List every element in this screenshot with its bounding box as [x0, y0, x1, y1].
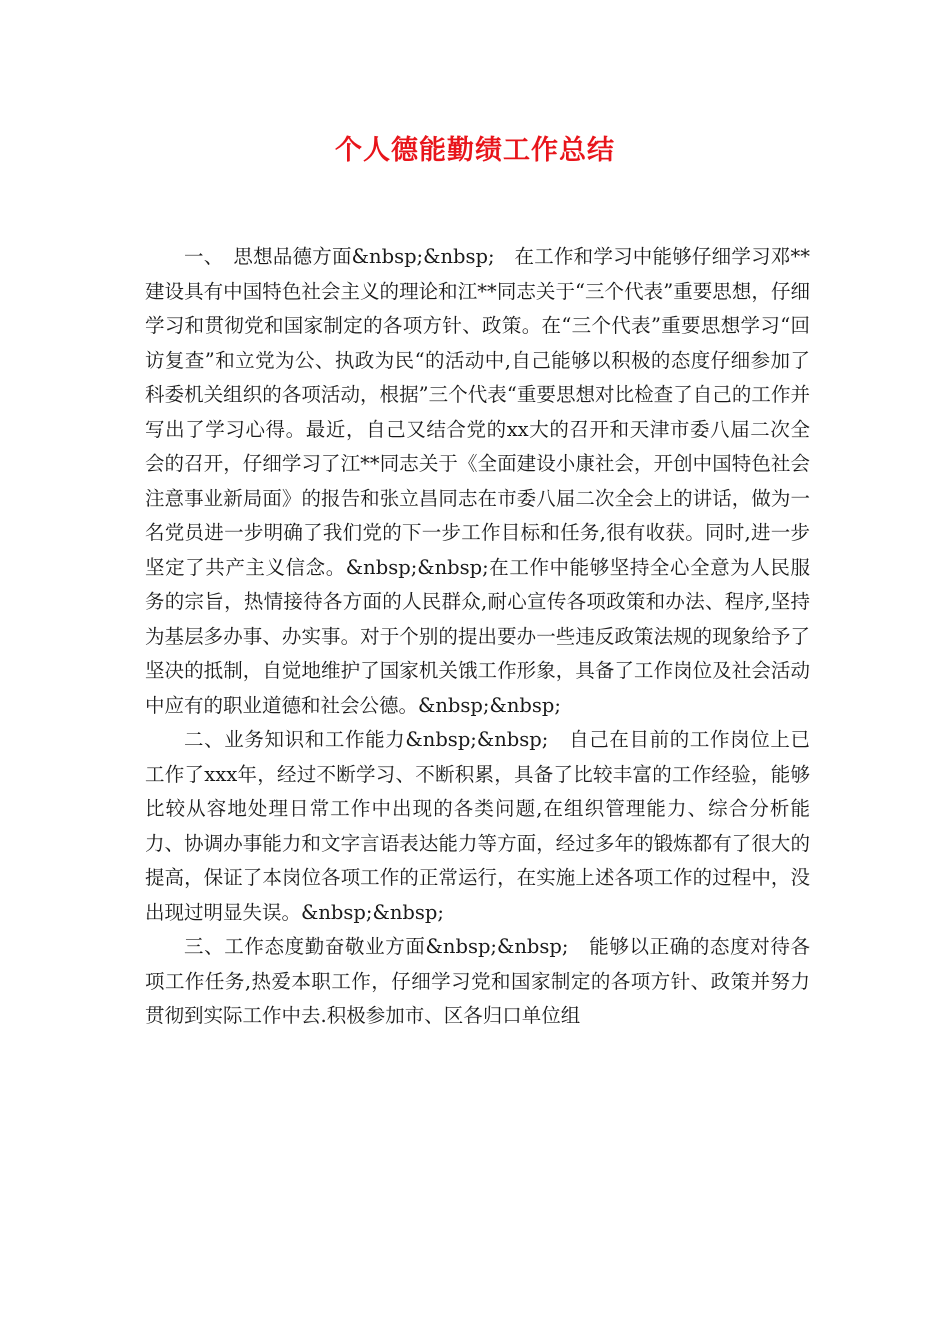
document-body [145, 240, 810, 1034]
paragraph-attitude: 三、工作态度勤奋敬业方面&nbsp;&nbsp; 能够以正确的态度对待各项工作任务,热爱本职工作，仔细学习党和国家制定的各项方针、政策并努力贯彻到实际工作中去.积极参加市、区各归口单位组 [145, 935, 810, 1027]
document-title: 个人德能勤绩工作总结 [335, 135, 615, 166]
paragraph-ability: 二、业务知识和工作能力&nbsp;&nbsp; 自己在目前的工作岗位上已工作了xxx年，经过不断学习、不断积累，具备了比较丰富的工作经验，能够比较从容地处理日常工作中出现的各类问题,在组织管理能力、综合分析能力、协调办事能力和文字言语表达能力等方面，经过多年的锻炼都有了很大的提高，保证了本岗位各项工作的正常运行，在实施上述各项工作的过程中，没出现过明显失误。&nbsp;&nbsp; [145, 728, 810, 924]
paragraph-ideology: 一、 思想品德方面&nbsp;&nbsp; 在工作和学习中能够仔细学习邓**建设具有中国特色社会主义的理论和江**同志关于“三个代表”重要思想，仔细学习和贯彻党和国家制定的各项方针、政策。在“三个代表”重要思想学习“回访复查”和立党为公、执政为民“的活动中,自己能够以积极的态度仔细参加了科委机关组织的各项活动，根据”三个代表“重要思想对比检查了自己的工作并写出了学习心得。最近，自己又结合党的xx大的召开和天津市委八届二次全会的召开，仔细学习了江**同志关于《全面建设小康社会，开创中国特色社会注意事业新局面》的报告和张立昌同志在市委八届二次全会上的讲话，做为一名党员进一步明确了我们党的下一步工作目标和任务,很有收获。同时,进一步坚定了共产主义信念。&nbsp;&nbsp;在工作中能够坚持全心全意为人民服务的宗旨，热情接待各方面的人民群众,耐心宣传各项政策和办法、程序,坚持为基层多办事、办实事。对于个别的提出要办一些违反政策法规的现象给予了坚决的抵制，自觉地维护了国家机关饿工作形象，具备了工作岗位及社会活动中应有的职业道德和社会公德。&nbsp;&nbsp; [145, 245, 810, 717]
